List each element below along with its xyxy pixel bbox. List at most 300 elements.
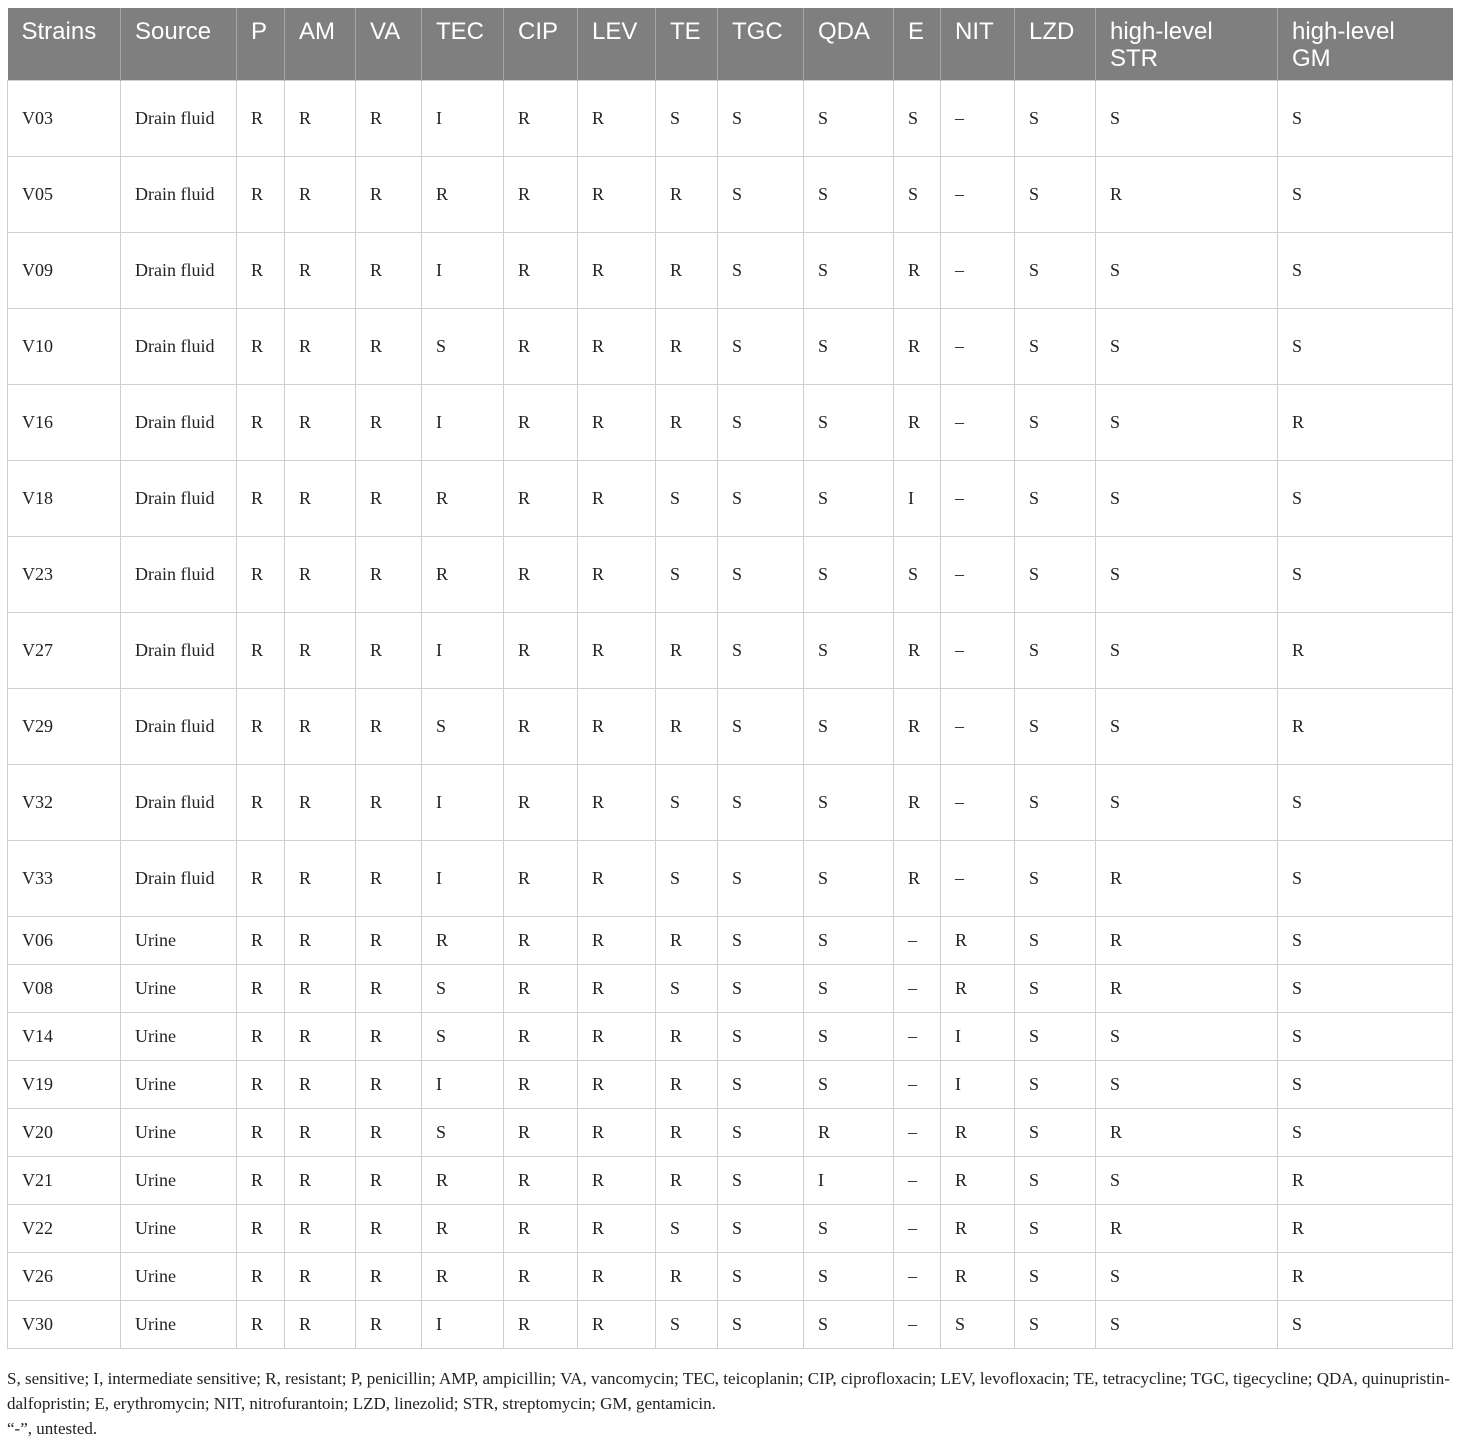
result-cell: R	[1278, 1253, 1453, 1301]
result-cell: S	[718, 157, 804, 233]
result-cell: S	[804, 81, 894, 157]
result-cell: R	[578, 1205, 656, 1253]
result-cell: R	[504, 537, 578, 613]
result-cell: R	[237, 309, 285, 385]
result-cell: S	[1015, 1205, 1096, 1253]
result-cell: I	[422, 233, 504, 309]
source-cell: Drain fluid	[121, 461, 237, 537]
result-cell: R	[578, 765, 656, 841]
result-cell: R	[422, 1253, 504, 1301]
strain-cell: V10	[8, 309, 121, 385]
result-cell: R	[578, 309, 656, 385]
result-cell: –	[941, 461, 1015, 537]
result-cell: R	[656, 385, 718, 461]
source-cell: Urine	[121, 1253, 237, 1301]
source-cell: Drain fluid	[121, 81, 237, 157]
result-cell: R	[504, 1301, 578, 1349]
source-cell: Urine	[121, 1061, 237, 1109]
result-cell: R	[237, 765, 285, 841]
result-cell: R	[237, 461, 285, 537]
result-cell: R	[285, 613, 356, 689]
result-cell: I	[422, 1301, 504, 1349]
table-footnote	[7, 1366, 1455, 1441]
result-cell: S	[1015, 461, 1096, 537]
result-cell: R	[356, 765, 422, 841]
result-cell: R	[656, 157, 718, 233]
result-cell: R	[656, 1253, 718, 1301]
result-cell: R	[237, 841, 285, 917]
result-cell: R	[285, 1013, 356, 1061]
column-header: CIP	[504, 8, 578, 81]
result-cell: R	[941, 965, 1015, 1013]
result-cell: R	[578, 689, 656, 765]
result-cell: S	[804, 461, 894, 537]
source-cell: Urine	[121, 917, 237, 965]
result-cell: S	[718, 1205, 804, 1253]
table-row	[8, 1301, 1453, 1349]
result-cell: S	[804, 157, 894, 233]
result-cell: R	[656, 1061, 718, 1109]
result-cell: R	[356, 917, 422, 965]
source-cell: Drain fluid	[121, 157, 237, 233]
result-cell: R	[504, 233, 578, 309]
result-cell: R	[894, 385, 941, 461]
result-cell: R	[422, 461, 504, 537]
result-cell: R	[237, 1109, 285, 1157]
column-header: TEC	[422, 8, 504, 81]
result-cell: –	[894, 1061, 941, 1109]
result-cell: –	[941, 385, 1015, 461]
result-cell: S	[1096, 1013, 1278, 1061]
result-cell: R	[422, 537, 504, 613]
result-cell: R	[504, 1013, 578, 1061]
result-cell: S	[422, 689, 504, 765]
result-cell: S	[1096, 1061, 1278, 1109]
column-header: E	[894, 8, 941, 81]
result-cell: R	[894, 841, 941, 917]
strain-cell: V29	[8, 689, 121, 765]
result-cell: R	[504, 385, 578, 461]
source-cell: Drain fluid	[121, 233, 237, 309]
result-cell: S	[422, 309, 504, 385]
strain-cell: V09	[8, 233, 121, 309]
result-cell: S	[1015, 537, 1096, 613]
result-cell: R	[237, 157, 285, 233]
strain-cell: V16	[8, 385, 121, 461]
result-cell: R	[237, 1061, 285, 1109]
result-cell: R	[578, 81, 656, 157]
result-cell: –	[894, 1253, 941, 1301]
result-cell: S	[1015, 233, 1096, 309]
strain-cell: V30	[8, 1301, 121, 1349]
result-cell: S	[1278, 309, 1453, 385]
table-row	[8, 689, 1453, 765]
table-row	[8, 917, 1453, 965]
result-cell: R	[1096, 1205, 1278, 1253]
result-cell: R	[504, 765, 578, 841]
result-cell: S	[1015, 841, 1096, 917]
result-cell: S	[1278, 1109, 1453, 1157]
column-header: LZD	[1015, 8, 1096, 81]
column-header: high-level STR	[1096, 8, 1278, 81]
result-cell: S	[1015, 309, 1096, 385]
source-cell: Drain fluid	[121, 385, 237, 461]
result-cell: S	[1096, 233, 1278, 309]
antibiotic-resistance-table	[7, 8, 1453, 1349]
result-cell: R	[356, 157, 422, 233]
result-cell: S	[718, 689, 804, 765]
result-cell: R	[578, 157, 656, 233]
table-row	[8, 385, 1453, 461]
result-cell: R	[285, 1157, 356, 1205]
table-row	[8, 233, 1453, 309]
result-cell: S	[1096, 1253, 1278, 1301]
abbreviation-legend: S, sensitive; I, intermediate sensitive; R, resistant; P, penicillin; AMP, ampicillin; VA, vancomycin; TEC, teicoplanin; CIP, ciprofloxacin; LEV, levofloxacin; TE, tetracycline; TGC, tigecycline; QDA, quinupristin-dalfopristin; E, erythromycin; NIT, nitrofurantoin; LZD, linezolid; STR, streptomycin; GM, gentamicin.	[7, 1369, 1450, 1413]
result-cell: R	[656, 1013, 718, 1061]
result-cell: R	[422, 1157, 504, 1205]
result-cell: R	[1278, 613, 1453, 689]
source-cell: Drain fluid	[121, 689, 237, 765]
result-cell: R	[894, 613, 941, 689]
result-cell: S	[1278, 841, 1453, 917]
source-cell: Drain fluid	[121, 765, 237, 841]
result-cell: S	[804, 1061, 894, 1109]
result-cell: R	[356, 309, 422, 385]
result-cell: R	[1096, 157, 1278, 233]
result-cell: –	[941, 841, 1015, 917]
result-cell: R	[237, 233, 285, 309]
strain-cell: V03	[8, 81, 121, 157]
result-cell: R	[356, 81, 422, 157]
result-cell: S	[1015, 689, 1096, 765]
result-cell: R	[941, 1157, 1015, 1205]
result-cell: S	[1096, 537, 1278, 613]
result-cell: R	[356, 537, 422, 613]
result-cell: –	[941, 81, 1015, 157]
table-row	[8, 157, 1453, 233]
table-row	[8, 81, 1453, 157]
result-cell: R	[237, 1013, 285, 1061]
result-cell: I	[422, 385, 504, 461]
result-cell: S	[804, 385, 894, 461]
result-cell: S	[718, 537, 804, 613]
result-cell: R	[504, 157, 578, 233]
result-cell: R	[504, 841, 578, 917]
column-header: QDA	[804, 8, 894, 81]
result-cell: R	[356, 689, 422, 765]
result-cell: R	[237, 613, 285, 689]
strain-cell: V19	[8, 1061, 121, 1109]
result-cell: S	[718, 841, 804, 917]
result-cell: R	[656, 1157, 718, 1205]
result-cell: R	[237, 965, 285, 1013]
result-cell: R	[656, 917, 718, 965]
result-cell: S	[656, 965, 718, 1013]
source-cell: Drain fluid	[121, 841, 237, 917]
result-cell: S	[656, 537, 718, 613]
table-row	[8, 1253, 1453, 1301]
untested-note: “-”, untested.	[7, 1419, 98, 1438]
result-cell: S	[656, 461, 718, 537]
result-cell: S	[718, 1061, 804, 1109]
result-cell: S	[1015, 1061, 1096, 1109]
result-cell: R	[285, 461, 356, 537]
result-cell: I	[422, 1061, 504, 1109]
result-cell: R	[578, 1157, 656, 1205]
result-cell: R	[356, 1205, 422, 1253]
strain-cell: V23	[8, 537, 121, 613]
result-cell: R	[285, 537, 356, 613]
result-cell: R	[422, 917, 504, 965]
result-cell: R	[285, 385, 356, 461]
result-cell: R	[578, 1253, 656, 1301]
result-cell: R	[578, 1061, 656, 1109]
result-cell: R	[285, 1301, 356, 1349]
result-cell: –	[894, 1013, 941, 1061]
table-row	[8, 765, 1453, 841]
result-cell: R	[578, 1301, 656, 1349]
result-cell: S	[1278, 917, 1453, 965]
result-cell: S	[941, 1301, 1015, 1349]
result-cell: S	[656, 1301, 718, 1349]
result-cell: R	[285, 1253, 356, 1301]
result-cell: R	[285, 81, 356, 157]
result-cell: S	[1278, 81, 1453, 157]
result-cell: I	[422, 841, 504, 917]
source-cell: Urine	[121, 1157, 237, 1205]
result-cell: R	[578, 233, 656, 309]
result-cell: S	[1015, 1253, 1096, 1301]
result-cell: R	[504, 1061, 578, 1109]
result-cell: S	[1096, 765, 1278, 841]
result-cell: R	[356, 613, 422, 689]
result-cell: –	[894, 1157, 941, 1205]
result-cell: R	[1278, 1205, 1453, 1253]
result-cell: R	[504, 309, 578, 385]
result-cell: I	[894, 461, 941, 537]
result-cell: S	[1278, 1301, 1453, 1349]
result-cell: S	[1096, 81, 1278, 157]
result-cell: S	[718, 965, 804, 1013]
result-cell: R	[237, 537, 285, 613]
result-cell: R	[504, 1253, 578, 1301]
result-cell: R	[237, 1205, 285, 1253]
result-cell: R	[237, 1253, 285, 1301]
result-cell: I	[941, 1061, 1015, 1109]
result-cell: S	[1096, 689, 1278, 765]
result-cell: R	[285, 233, 356, 309]
result-cell: –	[941, 613, 1015, 689]
result-cell: R	[894, 689, 941, 765]
result-cell: S	[1096, 613, 1278, 689]
result-cell: R	[941, 1109, 1015, 1157]
result-cell: R	[285, 917, 356, 965]
result-cell: R	[285, 309, 356, 385]
column-header: high-level GM	[1278, 8, 1453, 81]
result-cell: R	[1096, 1109, 1278, 1157]
result-cell: R	[578, 461, 656, 537]
result-cell: I	[422, 613, 504, 689]
result-cell: S	[718, 1301, 804, 1349]
result-cell: R	[285, 765, 356, 841]
result-cell: S	[718, 1109, 804, 1157]
table-row	[8, 965, 1453, 1013]
result-cell: S	[1278, 1061, 1453, 1109]
result-cell: –	[894, 1205, 941, 1253]
result-cell: R	[941, 917, 1015, 965]
result-cell: S	[894, 157, 941, 233]
result-cell: R	[656, 613, 718, 689]
table-row	[8, 461, 1453, 537]
source-cell: Urine	[121, 1013, 237, 1061]
result-cell: S	[422, 965, 504, 1013]
result-cell: S	[422, 1013, 504, 1061]
column-header: TE	[656, 8, 718, 81]
result-cell: S	[718, 81, 804, 157]
result-cell: S	[1096, 1157, 1278, 1205]
result-cell: S	[1096, 385, 1278, 461]
strain-cell: V33	[8, 841, 121, 917]
result-cell: R	[356, 1061, 422, 1109]
result-cell: S	[1096, 461, 1278, 537]
result-cell: R	[237, 917, 285, 965]
result-cell: S	[422, 1109, 504, 1157]
result-cell: –	[941, 309, 1015, 385]
strain-cell: V26	[8, 1253, 121, 1301]
result-cell: R	[894, 233, 941, 309]
resistance-table-container	[7, 8, 1452, 1349]
result-cell: –	[941, 537, 1015, 613]
table-row	[8, 1157, 1453, 1205]
result-cell: S	[804, 917, 894, 965]
result-cell: R	[356, 841, 422, 917]
table-row	[8, 841, 1453, 917]
table-row	[8, 1109, 1453, 1157]
result-cell: R	[356, 461, 422, 537]
source-cell: Urine	[121, 1205, 237, 1253]
result-cell: R	[285, 157, 356, 233]
source-cell: Drain fluid	[121, 537, 237, 613]
result-cell: S	[1015, 385, 1096, 461]
result-cell: I	[804, 1157, 894, 1205]
result-cell: R	[578, 1013, 656, 1061]
result-cell: S	[718, 917, 804, 965]
column-header: P	[237, 8, 285, 81]
result-cell: –	[894, 1109, 941, 1157]
strain-cell: V18	[8, 461, 121, 537]
result-cell: I	[422, 81, 504, 157]
result-cell: R	[656, 233, 718, 309]
result-cell: R	[894, 765, 941, 841]
result-cell: S	[656, 81, 718, 157]
result-cell: S	[804, 233, 894, 309]
result-cell: R	[656, 309, 718, 385]
result-cell: –	[941, 765, 1015, 841]
table-header-row	[8, 8, 1453, 81]
result-cell: S	[1015, 157, 1096, 233]
result-cell: S	[804, 613, 894, 689]
strain-cell: V32	[8, 765, 121, 841]
result-cell: S	[1278, 157, 1453, 233]
result-cell: R	[578, 841, 656, 917]
result-cell: S	[804, 537, 894, 613]
result-cell: R	[1278, 689, 1453, 765]
result-cell: R	[504, 81, 578, 157]
result-cell: S	[1278, 461, 1453, 537]
column-header: Strains	[8, 8, 121, 81]
result-cell: R	[504, 1157, 578, 1205]
result-cell: S	[804, 309, 894, 385]
result-cell: R	[656, 689, 718, 765]
result-cell: S	[804, 965, 894, 1013]
result-cell: S	[718, 1253, 804, 1301]
result-cell: R	[1278, 385, 1453, 461]
result-cell: R	[504, 917, 578, 965]
result-cell: S	[718, 613, 804, 689]
source-cell: Urine	[121, 965, 237, 1013]
result-cell: R	[356, 385, 422, 461]
result-cell: R	[504, 613, 578, 689]
result-cell: R	[285, 1061, 356, 1109]
result-cell: S	[1015, 965, 1096, 1013]
result-cell: R	[285, 1109, 356, 1157]
result-cell: S	[718, 233, 804, 309]
result-cell: R	[1096, 965, 1278, 1013]
result-cell: S	[656, 1205, 718, 1253]
result-cell: S	[718, 765, 804, 841]
result-cell: –	[894, 1301, 941, 1349]
result-cell: R	[578, 965, 656, 1013]
strain-cell: V20	[8, 1109, 121, 1157]
result-cell: S	[656, 841, 718, 917]
result-cell: –	[941, 157, 1015, 233]
result-cell: R	[504, 1205, 578, 1253]
result-cell: S	[1278, 1013, 1453, 1061]
result-cell: S	[718, 461, 804, 537]
result-cell: R	[237, 689, 285, 765]
result-cell: S	[1015, 1157, 1096, 1205]
strain-cell: V08	[8, 965, 121, 1013]
table-row	[8, 537, 1453, 613]
result-cell: S	[804, 1205, 894, 1253]
column-header: AM	[285, 8, 356, 81]
result-cell: R	[285, 841, 356, 917]
source-cell: Drain fluid	[121, 309, 237, 385]
result-cell: R	[422, 1205, 504, 1253]
table-row	[8, 309, 1453, 385]
table-row	[8, 613, 1453, 689]
result-cell: R	[356, 1109, 422, 1157]
result-cell: R	[237, 385, 285, 461]
result-cell: S	[804, 841, 894, 917]
result-cell: S	[1015, 1109, 1096, 1157]
result-cell: S	[718, 385, 804, 461]
result-cell: R	[356, 965, 422, 1013]
table-body	[8, 81, 1453, 1349]
result-cell: R	[1096, 841, 1278, 917]
result-cell: S	[718, 1157, 804, 1205]
strain-cell: V14	[8, 1013, 121, 1061]
result-cell: R	[285, 1205, 356, 1253]
result-cell: S	[804, 1253, 894, 1301]
result-cell: S	[1015, 1013, 1096, 1061]
result-cell: S	[804, 689, 894, 765]
result-cell: S	[1278, 233, 1453, 309]
result-cell: R	[285, 689, 356, 765]
result-cell: S	[804, 765, 894, 841]
result-cell: R	[578, 1109, 656, 1157]
result-cell: –	[894, 965, 941, 1013]
